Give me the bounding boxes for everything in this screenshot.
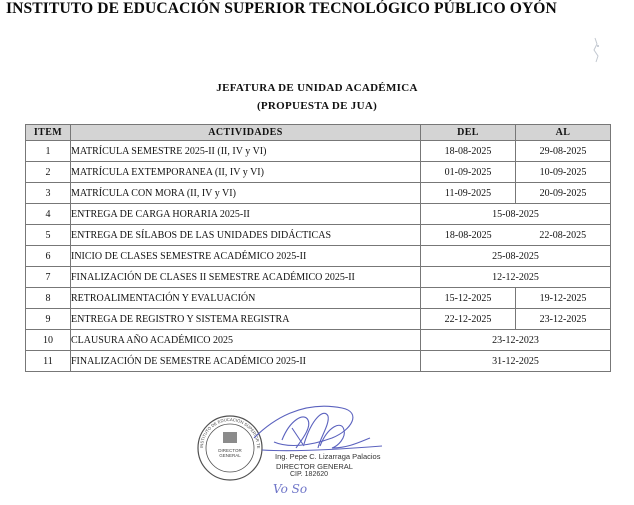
to-date-cell: 10-09-2025	[516, 162, 611, 183]
table-row	[26, 225, 611, 246]
table-row	[26, 141, 611, 162]
activity-cell: CLAUSURA AÑO ACADÉMICO 2025	[71, 330, 421, 351]
item-number-cell: 4	[26, 204, 71, 225]
item-number-cell: 2	[26, 162, 71, 183]
from-date-cell: 22-12-2025	[421, 309, 516, 330]
table-row	[26, 288, 611, 309]
item-number-cell: 10	[26, 330, 71, 351]
from-date-cell: 18-08-2025	[421, 141, 516, 162]
to-column-header: AL	[516, 125, 611, 141]
activity-cell: ENTREGA DE REGISTRO Y SISTEMA REGISTRA	[71, 309, 421, 330]
table-row	[26, 267, 611, 288]
activities-column-header: ACTIVIDADES	[71, 125, 421, 141]
activity-cell: FINALIZACIÓN DE CLASES II SEMESTRE ACADÉMICO 2025-II	[71, 267, 421, 288]
signer-role: DIRECTOR GENERAL	[276, 462, 353, 471]
activity-cell: ENTREGA DE SÍLABOS DE LAS UNIDADES DIDÁCTICAS	[71, 225, 421, 246]
institution-title: INSTITUTO DE EDUCACIÓN SUPERIOR TECNOLÓGICO PÚBLICO OYÓN	[6, 0, 557, 17]
table-row	[26, 183, 611, 204]
scan-mark	[589, 36, 603, 64]
item-number-cell: 8	[26, 288, 71, 309]
item-number-cell: 3	[26, 183, 71, 204]
activity-cell: MATRÍCULA CON MORA (II, IV y VI)	[71, 183, 421, 204]
to-date-cell: 20-09-2025	[516, 183, 611, 204]
from-date-cell: 11-09-2025	[421, 183, 516, 204]
proposal-subtitle: (PROPUESTA DE JUA)	[256, 100, 378, 112]
table-header-row	[26, 125, 611, 141]
activity-cell: RETROALIMENTACIÓN Y EVALUACIÓN	[71, 288, 421, 309]
svg-text:GENERAL: GENERAL	[219, 453, 241, 458]
from-column-header: DEL	[421, 125, 516, 141]
item-number-cell: 6	[26, 246, 71, 267]
vobo-annotation: Vo So	[273, 482, 308, 496]
handwritten-signature	[254, 406, 382, 451]
item-column-header: ITEM	[26, 125, 71, 141]
table-row	[26, 351, 611, 372]
table-row	[26, 162, 611, 183]
to-date-cell: 29-08-2025	[516, 141, 611, 162]
item-number-cell: 9	[26, 309, 71, 330]
item-number-cell: 5	[26, 225, 71, 246]
svg-text:DIRECTOR: DIRECTOR	[218, 448, 242, 453]
activity-cell: MATRÍCULA EXTEMPORANEA (II, IV y VI)	[71, 162, 421, 183]
date-cell: 15-08-2025	[421, 204, 611, 225]
activity-cell: FINALIZACIÓN DE SEMESTRE ACADÉMICO 2025-II	[71, 351, 421, 372]
activity-cell: INICIO DE CLASES SEMESTRE ACADÉMICO 2025-II	[71, 246, 421, 267]
table-row	[26, 204, 611, 225]
item-number-cell: 1	[26, 141, 71, 162]
table-body	[26, 141, 611, 372]
signer-name: Ing. Pepe C. Lizarraga Palacios	[275, 452, 381, 461]
signer-cip: CIP. 182620	[290, 471, 329, 478]
activity-cell: ENTREGA DE CARGA HORARIA 2025-II	[71, 204, 421, 225]
from-date-cell: 18-08-2025	[421, 225, 516, 246]
item-number-cell: 7	[26, 267, 71, 288]
table-row	[26, 330, 611, 351]
date-cell: 23-12-2023	[421, 330, 611, 351]
date-cell: 31-12-2025	[421, 351, 611, 372]
svg-text:INSTITUTO DE EDUCACIÓN SUPERIO: INSTITUTO DE EDUCACIÓN SUPERIOR TE	[198, 416, 262, 449]
department-title: JEFATURA DE UNIDAD ACADÉMICA	[216, 82, 418, 94]
to-date-cell: 23-12-2025	[516, 309, 611, 330]
activities-table	[25, 124, 611, 372]
date-cell: 12-12-2025	[421, 267, 611, 288]
table-row	[26, 246, 611, 267]
date-cell: 25-08-2025	[421, 246, 611, 267]
activity-cell: MATRÍCULA SEMESTRE 2025-II (II, IV y VI)	[71, 141, 421, 162]
to-date-cell: 19-12-2025	[516, 288, 611, 309]
table-row	[26, 309, 611, 330]
seal-stamp	[192, 390, 262, 480]
from-date-cell: 01-09-2025	[421, 162, 516, 183]
from-date-cell: 15-12-2025	[421, 288, 516, 309]
item-number-cell: 11	[26, 351, 71, 372]
to-date-cell: 22-08-2025	[516, 225, 611, 246]
